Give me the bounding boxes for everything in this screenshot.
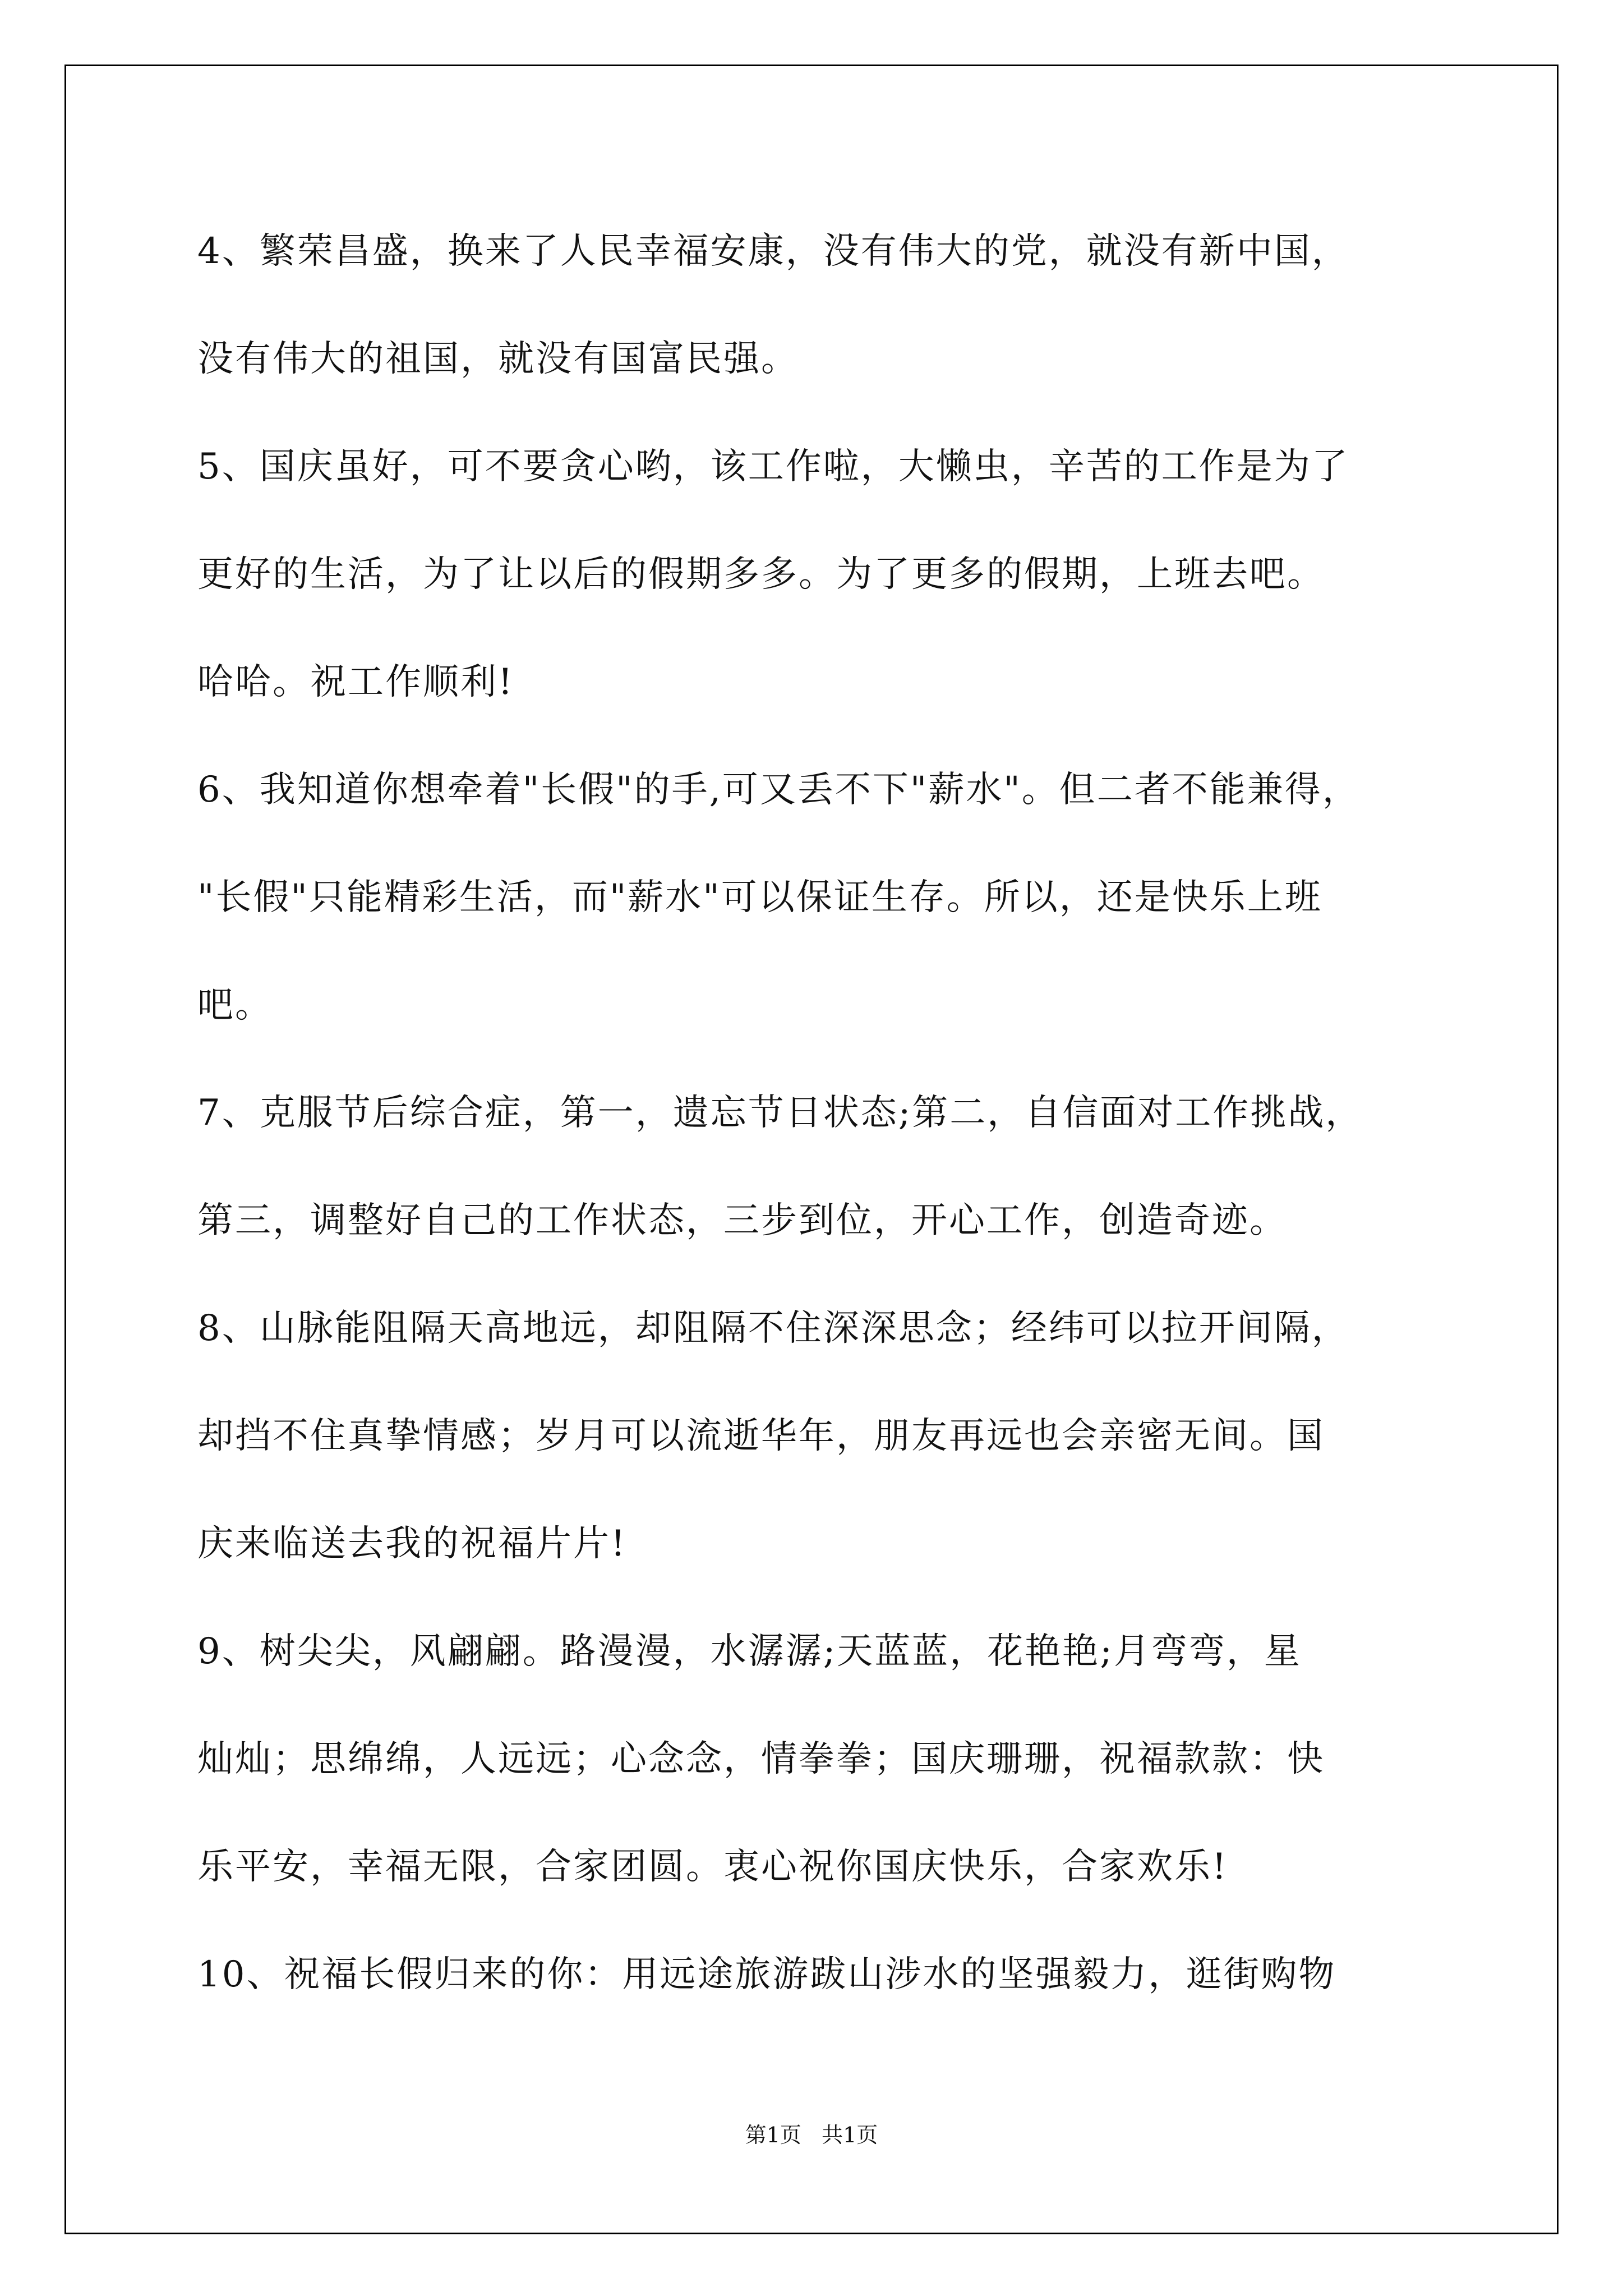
text-line: 庆来临送去我的祝福片片!	[197, 1523, 627, 1565]
text-line: 哈哈。祝工作顺利!	[197, 661, 514, 703]
text-line: 6、我知道你想牵着"长假"的手,可又丢不下"薪水"。但二者不能兼得，	[197, 769, 1360, 811]
text-line: 5、国庆虽好，可不要贪心哟，该工作啦，大懒虫，辛苦的工作是为了	[197, 446, 1349, 487]
text-line: 没有伟大的祖国，就没有国富民强。	[197, 338, 799, 380]
text-line: 却挡不住真挚情感；岁月可以流逝华年，朋友再远也会亲密无间。国	[197, 1415, 1325, 1457]
text-line: 更好的生活，为了让以后的假期多多。为了更多的假期，上班去吧。	[197, 554, 1325, 595]
text-line: 吧。	[197, 984, 273, 1026]
text-line: 8、山脉能阻隔天高地远，却阻隔不住深深思念；经纬可以拉开间隔，	[197, 1308, 1349, 1349]
text-line: 9、树尖尖，风翩翩。路漫漫，水潺潺;天蓝蓝，花艳艳;月弯弯，星	[197, 1631, 1302, 1672]
text-line: 灿灿；思绵绵，人远远；心念念，情拳拳；国庆珊珊，祝福款款：快	[197, 1738, 1325, 1780]
text-line: 10、祝福长假归来的你：用远途旅游跋山涉水的坚强毅力，逛街购物	[197, 1954, 1336, 1995]
text-line: 7、克服节后综合症，第一，遗忘节日状态;第二，自信面对工作挑战，	[197, 1092, 1363, 1134]
text-line: 第三，调整好自己的工作状态，三步到位，开心工作，创造奇迹。	[197, 1200, 1287, 1241]
document-body	[197, 218, 1437, 2049]
page-number-footer: 第1页 共1页	[745, 2123, 878, 2147]
text-line: 4、繁荣昌盛，换来了人民幸福安康，没有伟大的党，就没有新中国，	[197, 231, 1349, 272]
text-line: 乐平安，幸福无限，合家团圆。衷心祝你国庆快乐，合家欢乐!	[197, 1846, 1228, 1888]
text-line: "长假"只能精彩生活，而"薪水"可以保证生存。所以，还是快乐上班	[197, 877, 1322, 918]
